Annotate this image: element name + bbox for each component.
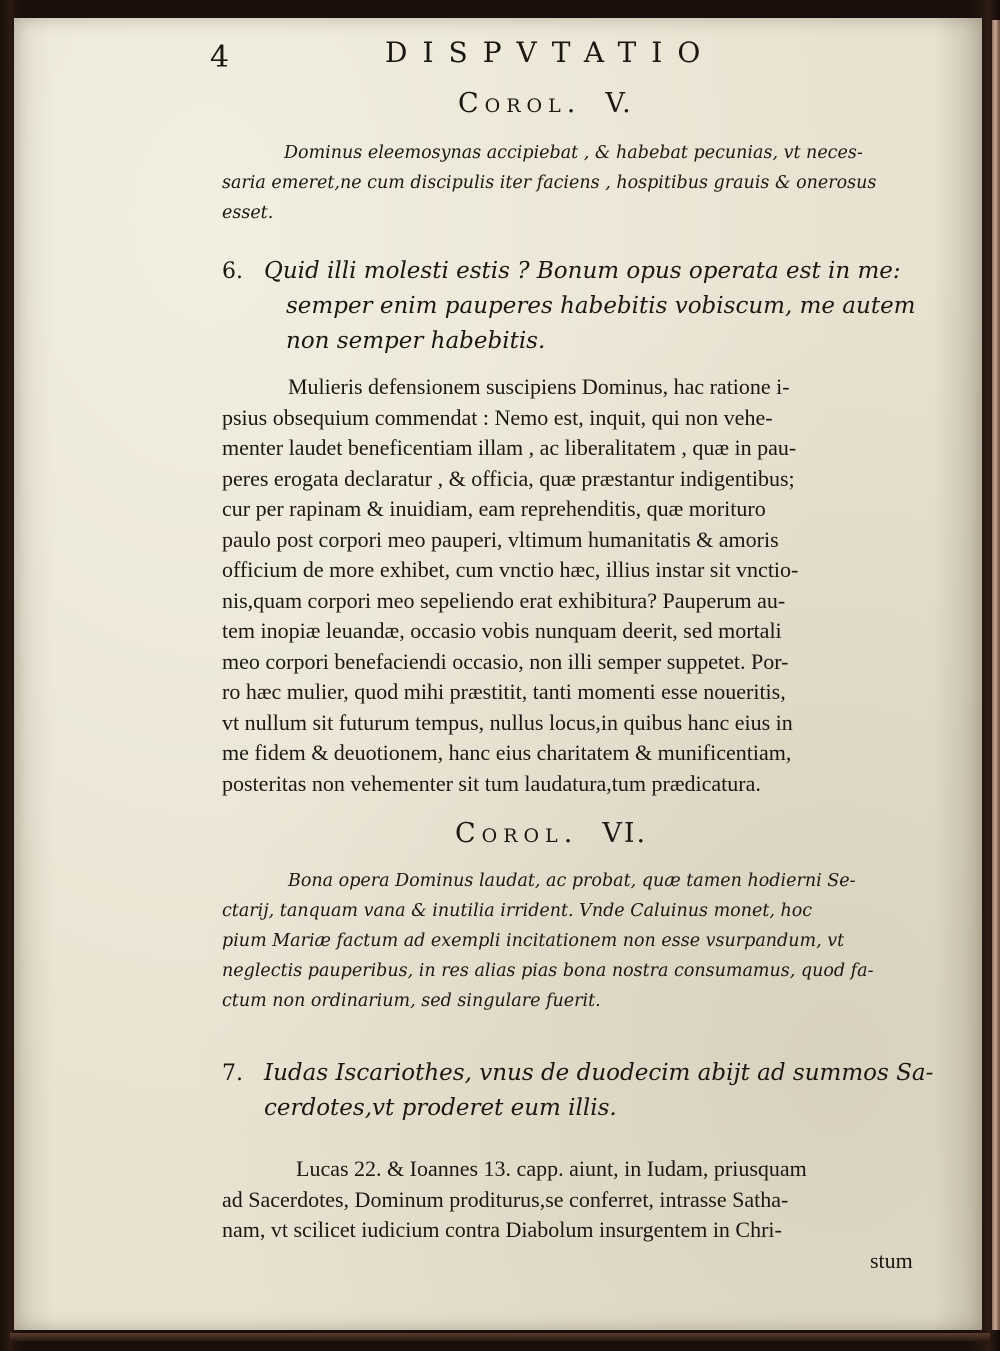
text-line: paulo post corpori meo pauperi, vltimum humanitatis & amoris: [222, 526, 779, 552]
book-edge-bottom: [10, 1333, 990, 1341]
commentary-7: [222, 1154, 913, 1276]
corollary-5-heading: [458, 88, 633, 119]
text-line: peres erogata declaratur , & officia, quæ præstantur indigentibus;: [222, 465, 795, 491]
text-line: nis,quam corpori meo sepeliendo erat exhibitura? Pauperum au-: [222, 587, 786, 613]
verse-6: [222, 254, 916, 359]
text-line: ctum non ordinarium, sed singulare fuerit.: [222, 991, 601, 1011]
text-line: Lucas 22. & Ioannes 13. capp. aiunt, in Iudam, priusquam: [296, 1156, 807, 1181]
text-line: officium de more exhibet, cum vnctio hæc, illius instar sit vnctio-: [222, 557, 799, 582]
text-line: Dominus eleemosynas accipiebat , & habebat pecunias, vt neces-: [284, 143, 863, 163]
text-line: cerdotes,vt proderet eum illis.: [264, 1095, 617, 1121]
text-line: meo corpori benefaciendi occasio, non illi semper suppetet. Por-: [222, 648, 789, 674]
text-line: semper enim pauperes habebitis vobiscum, me autem: [286, 293, 916, 319]
running-head: DISPVTATIO: [385, 36, 716, 69]
verse-7: [222, 1056, 933, 1126]
text-line: 6. Quid illi molesti estis ? Bonum opus operata est in me:: [222, 254, 916, 289]
text-line: non semper habebitis.: [286, 328, 546, 354]
text-line: esset.: [222, 203, 274, 223]
text-line: neglectis pauperibus, in res alias pias bona nostra consumamus, quod fa-: [222, 961, 874, 981]
text-line: psius obsequium commendat : Nemo est, inquit, qui non vehe-: [222, 404, 773, 430]
text-line: saria emeret,ne cum discipulis iter faciens , hospitibus grauis & onerosus: [222, 173, 877, 193]
verse-number: 6.: [222, 259, 243, 284]
corollary-6-heading: [455, 818, 647, 849]
text-line: Mulieris defensionem suscipiens Dominus, hac ratione i-: [288, 374, 790, 399]
page-number: 4: [210, 40, 230, 75]
text-line: ad Sacerdotes, Dominum proditurus,se conferret, intrasse Satha-: [222, 1186, 789, 1212]
text-line: pium Mariæ factum ad exempli incitationem non esse vsurpandum, vt: [222, 931, 845, 951]
text-line: vt nullum sit futurum tempus, nullus locus,in quibus hanc eius in: [222, 709, 793, 735]
corollary-label: Corol.: [455, 818, 579, 849]
corollary-5-text: [222, 138, 876, 228]
text-line: cur per rapinam & inuidiam, eam reprehenditis, quæ morituro: [222, 496, 766, 521]
text-line: 7. Iudas Iscariothes, vnus de duodecim abijt ad summos Sa-: [222, 1056, 933, 1091]
corollary-6-text: [222, 866, 873, 1016]
commentary-6: [222, 372, 798, 799]
corollary-label: Corol.: [458, 88, 582, 119]
text-line: Bona opera Dominus laudat, ac probat, quæ tamen hodierni Se-: [288, 871, 856, 891]
text-line: ro hæc mulier, quod mihi præstitit, tanti momenti esse noueritis,: [222, 679, 786, 704]
text-line: posteritas non vehementer sit tum laudatura,tum prædicatura.: [222, 770, 761, 796]
corollary-numeral: VI.: [602, 818, 648, 849]
text-line: nam, vt scilicet iudicium contra Diabolum insurgentem in Chri-: [222, 1217, 782, 1242]
text-line: me fidem & deuotionem, hanc eius charitatem & munificentiam,: [222, 740, 792, 765]
text-line: menter laudet beneficentiam illam , ac liberalitatem , quæ in pau-: [222, 435, 797, 460]
book-edge-right: [992, 20, 1000, 1330]
catchword: stum: [870, 1247, 913, 1273]
corollary-numeral: V.: [605, 88, 633, 119]
text-line: tem inopiæ leuandæ, occasio vobis nunquam deerit, sed mortali: [222, 618, 782, 643]
text-line: ctarij, tanquam vana & inutilia irrident. Vnde Caluinus monet, hoc: [222, 901, 813, 921]
verse-number: 7.: [222, 1061, 243, 1086]
